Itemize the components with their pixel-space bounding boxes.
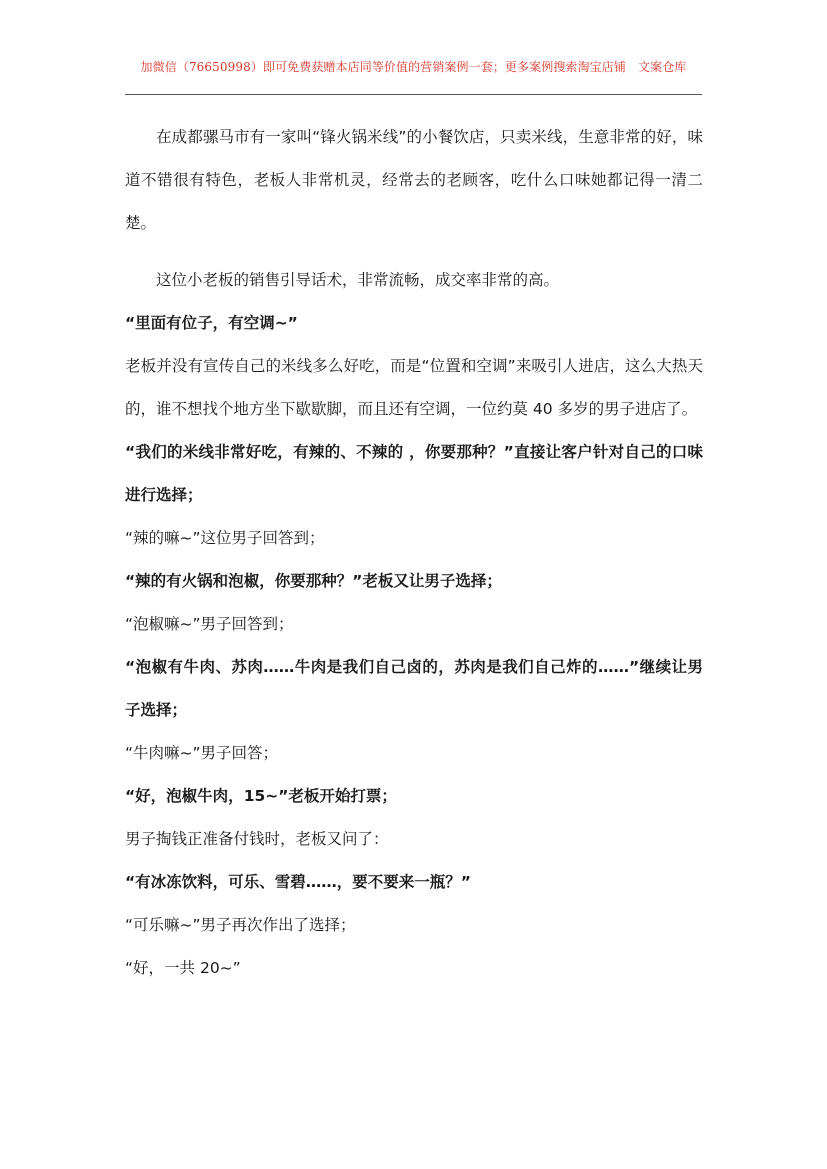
dialogue-line: “牛肉嘛~”男子回答； [125, 744, 279, 762]
paragraph-summary: 这位小老板的销售引导话术，非常流畅，成交率非常的高。 [156, 271, 560, 289]
page-header-promo: 加微信（76650998）即可免费获赠本店同等价值的营销案例一套；更多案例搜索淘宝店铺 文案仓库 [140, 60, 687, 74]
header-divider [125, 94, 702, 95]
dialogue-line-bold [125, 560, 703, 603]
document-body [125, 116, 703, 990]
bold-text: “我们的米线非常好吃，有辣的、不辣的 ，你要那种？”直接让客户针对自己的口味进行选择； [125, 443, 703, 504]
dialogue-line: “好，一共 20~” [125, 959, 241, 977]
paragraph-analysis: 老板并没有宣传自己的米线多么好吃，而是“位置和空调”来吸引人进店，这么大热天的，谁不想找个地方坐下歇歇脚，而且还有空调，一位约莫 40 多岁的男子进店了。 [125, 357, 703, 418]
dialogue-line: “辣的嘛~”这位男子回答到； [125, 529, 325, 547]
dialogue-line-bold [125, 302, 703, 345]
dialogue-line-bold [125, 861, 703, 904]
dialogue-line-bold [125, 646, 703, 732]
dialogue-line: “泡椒嘛~”男子回答到； [125, 615, 294, 633]
narration-line: 男子掏钱正准备付钱时，老板又问了： [125, 830, 389, 848]
paragraph-intro: 在成都骡马市有一家叫“锋火锅米线”的小餐饮店，只卖米线，生意非常的好，味道不错很有特色，老板人非常机灵，经常去的老顾客，吃什么口味她都记得一清二楚。 [125, 128, 703, 232]
bold-text: “好，泡椒牛肉，15~”老板开始打票； [125, 787, 397, 805]
bold-text: “辣的有火锅和泡椒，你要那种？”老板又让男子选择； [125, 572, 502, 590]
bold-text: “泡椒有牛肉、苏肉……牛肉是我们自己卤的，苏肉是我们自己炸的……”继续让男子选择； [125, 658, 703, 719]
dialogue-line-bold [125, 775, 703, 818]
bold-text: “里面有位子，有空调~” [125, 314, 298, 332]
dialogue-line: “可乐嘛~”男子再次作出了选择； [125, 916, 356, 934]
dialogue-line-bold [125, 431, 703, 517]
bold-text: “有冰冻饮料，可乐、雪碧……，要不要来一瓶？” [125, 873, 471, 891]
